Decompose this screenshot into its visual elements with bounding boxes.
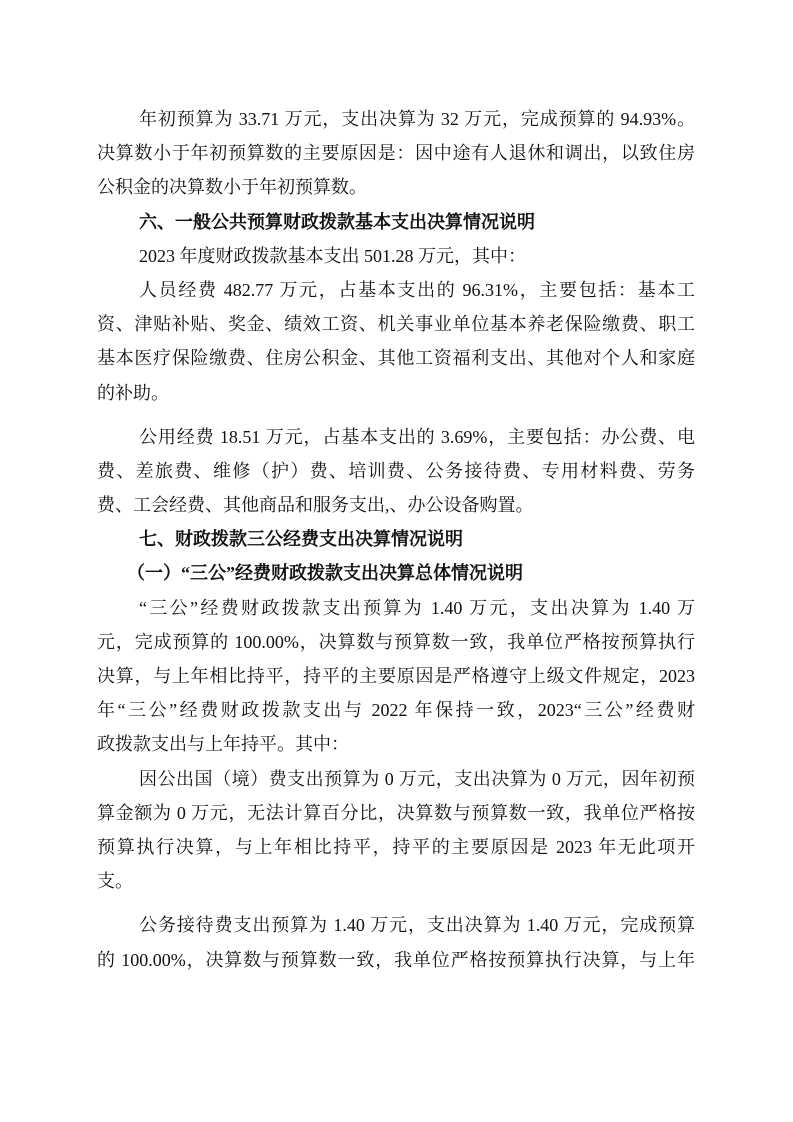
text-line: 公积金的决算数小于年初预算数。 bbox=[97, 177, 367, 198]
text-line: 元，完成预算的 100.00%，决算数与预算数一致，我单位严格按预算执行 bbox=[97, 631, 695, 652]
paragraph-three-public-overall bbox=[97, 591, 695, 762]
text-line: 资、津贴补贴、奖金、绩效工资、机关事业单位基本养老保险缴费、职工 bbox=[97, 314, 695, 335]
text-line: 年“三公”经费财政拨款支出与 2022 年保持一致，2023“三公”经费财 bbox=[97, 700, 695, 721]
text-line: 公用经费 18.51 万元，占基本支出的 3.69%，主要包括：办公费、电 bbox=[139, 426, 695, 447]
text-line: 算金额为 0 万元，无法计算百分比，决算数与预算数一致，我单位严格按 bbox=[97, 802, 695, 823]
text-line: 的 100.00%，决算数与预算数一致，我单位严格按预算执行决算，与上年 bbox=[97, 949, 695, 970]
paragraph-overseas-travel bbox=[97, 762, 695, 899]
text-line: 的补助。 bbox=[97, 382, 169, 403]
section-heading: 六、一般公共预算财政拨款基本支出决算情况说明 bbox=[139, 211, 535, 232]
paragraph-housing-fund bbox=[97, 102, 695, 205]
text-line: 2023 年度财政拨款基本支出 501.28 万元，其中： bbox=[139, 245, 526, 266]
paragraph-public-expenses bbox=[97, 420, 695, 523]
section-heading-7 bbox=[97, 522, 695, 556]
subsection-heading: （一）“三公”经费财政拨款支出决算总体情况说明 bbox=[127, 563, 523, 584]
text-line: 基本医疗保险缴费、住房公积金、其他工资福利支出、其他对个人和家庭 bbox=[97, 348, 695, 369]
text-line: 支。 bbox=[97, 871, 133, 892]
text-line: 费、差旅费、维修（护）费、培训费、公务接待费、专用材料费、劳务 bbox=[97, 460, 695, 481]
subsection-heading-1 bbox=[97, 556, 695, 590]
section-heading-6 bbox=[97, 205, 695, 239]
text-line: 人员经费 482.77 万元，占基本支出的 96.31%，主要包括：基本工 bbox=[139, 279, 695, 300]
document-body bbox=[97, 102, 695, 977]
text-line: 年初预算为 33.71 万元，支出决算为 32 万元，完成预算的 94.93%。 bbox=[139, 109, 695, 129]
section-heading: 七、财政拨款三公经费支出决算情况说明 bbox=[139, 529, 463, 550]
paragraph-official-reception bbox=[97, 908, 695, 976]
text-line: 因公出国（境）费支出预算为 0 万元，支出决算为 0 万元，因年初预 bbox=[139, 768, 695, 789]
paragraph-personnel-expenses bbox=[97, 273, 695, 410]
text-line: 费、工会经费、其他商品和服务支出,、办公设备购置。 bbox=[97, 495, 534, 516]
text-line: 预算执行决算，与上年相比持平，持平的主要原因是 2023 年无此项开 bbox=[97, 836, 695, 857]
text-line: 决算数小于年初预算数的主要原因是：因中途有人退休和调出，以致住房 bbox=[97, 143, 695, 164]
text-line: 政拨款支出与上年持平。其中： bbox=[97, 734, 349, 755]
text-line: 决算，与上年相比持平，持平的主要原因是严格遵守上级文件规定，2023 bbox=[97, 666, 695, 686]
text-line: 公务接待费支出预算为 1.40 万元，支出决算为 1.40 万元，完成预算 bbox=[139, 915, 695, 936]
paragraph-basic-expenditure bbox=[97, 239, 695, 273]
text-line: “三公”经费财政拨款支出预算为 1.40 万元，支出决算为 1.40 万 bbox=[139, 597, 695, 618]
